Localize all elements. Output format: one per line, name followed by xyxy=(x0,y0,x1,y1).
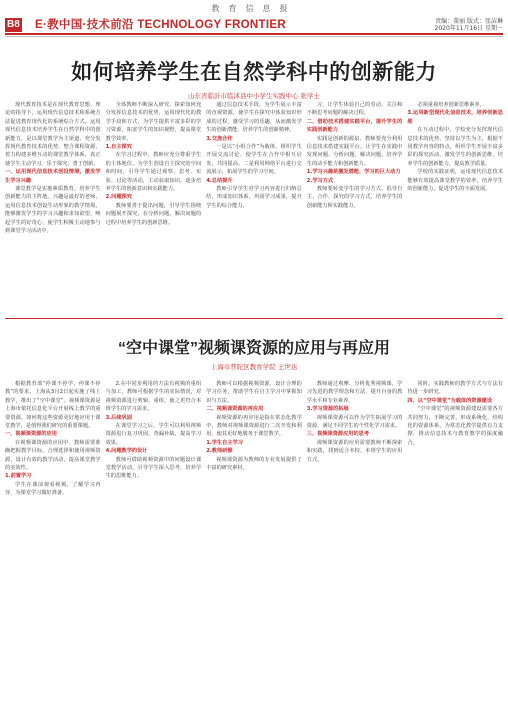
paragraph: 课堂教学是实施素质教育、培养学生创新能力的主阵地。兴趣是最好的老师，运用信息技术创设生动形象的教学情境，能够激发学生的学习兴趣和求知欲望，唤起学生的好奇心，使学生积极主动地参与到课堂学习活动中。 xyxy=(5,186,101,235)
article1-column xyxy=(407,101,503,307)
page-number-badge: B8 xyxy=(7,19,20,30)
paragraph: 全体教师不断深入研究、探索如何充分发挥信息技术的优势，运用现代化的教学手段和方式，为学生提供丰富多彩的学习资源，拓宽学生的知识视野，提高课堂教学效率。 xyxy=(105,102,202,142)
page-meta xyxy=(391,18,503,32)
paragraph: 教师要转变学生的学习方式，倡导自主、合作、探究的学习方式，培养学生的创新能力和实践能力。 xyxy=(306,186,403,209)
subheading: 二、借助技术搭建实践平台，提升学生的实践创新能力 xyxy=(306,118,403,134)
article1-column xyxy=(307,101,403,307)
paragraph: 必须重视培养创新思维素养。 xyxy=(417,102,485,108)
issue-date: 2020年11月16日 星期一 xyxy=(434,25,503,32)
article1-column xyxy=(106,101,202,307)
subheading: 1.学生自主学习 xyxy=(206,439,243,446)
article-1-byline: 山东省临沂市临沭县中小学生实践中心 张学士 xyxy=(187,92,321,100)
article-2-title: “空中课堂”视频课资源的应用与再应用 xyxy=(117,340,390,357)
paragraph: 通过信息技术手段，为学生展示丰富的直观资源，使学生在探究中体验知识形成的过程，感受学习的乐趣，从而激发学生的创新潜能，培养学生的创新精神。 xyxy=(206,102,302,134)
paragraph: 一是以“小组合作”为载体，组织学生开展交流讨论，使学生在合作中相互启发，共同提高。二是利用网络平台进行交流展示，拓展学生的学习空间。 xyxy=(206,144,302,176)
article-2-body xyxy=(5,380,503,718)
article2-column xyxy=(307,380,403,718)
header-divider xyxy=(5,33,503,35)
paragraph: 视频资源的再应用是指在常态化教学中，教师对视频课资源进行二次开发和利用，使其更好地服务于课堂教学。 xyxy=(206,414,302,438)
paragraph: 视频课资源可以作为学生拓展学习的资源，满足不同学生的个性化学习需求。 xyxy=(306,414,403,430)
subheading: 4.总结提升 xyxy=(206,177,233,184)
paragraph: 教师可借助视频资源中的问题设计课堂教学活动，引导学生深入思考，培养学生的思维能力。 xyxy=(105,456,202,480)
paragraph: 习，让学生体验自己的劳动，关注和不断思考问题的解决过程。 xyxy=(306,102,403,117)
paragraph: 教师引导学生对学习内容进行归纳总结，形成知识体系，巩固学习成果，提升学生的综合能力。 xyxy=(206,186,302,209)
paragraph: 视频课资源为教师的专业发展提供了丰富的研究素材。 xyxy=(206,456,302,472)
subheading: 3.学习资源的拓展 xyxy=(306,406,349,413)
section-title: E·教中国·技术前沿 TECHNOLOGY FRONTIER xyxy=(35,19,286,31)
subheading: 1.学习兴趣是激发潜能、学习的巨大动力 xyxy=(306,169,401,176)
subheading: 一、视频课资源的应用 xyxy=(5,431,57,438)
paragraph: 2.在中同步利用的方法有视频的重组与加工，教师可根据学生的实际情况，对视频资源进行剪辑、重组，使之更符合本班学生的学习需求。 xyxy=(105,381,202,413)
paragraph: 根据教育部“停课不停学、停课不停教”的要求，上海从3月2日起实施了线上教学，推出了“空中课堂”。视频课资源是上海市依托信息化平台开展线上教学的重要资源，如何将这些资源更好地应用于课堂教学，是值得我们研究的重要课题。 xyxy=(5,381,101,430)
paragraph: 在互动过程中，学校充分发挥现代信息技术的优势，坚持以学生为主，根据不同教学内容的特点，组织学生开展丰富多彩的探究活动，激发学生的创新思维，培养学生的创新能力，提高教学质量。 xyxy=(407,127,503,167)
article2-column xyxy=(407,380,503,718)
masthead xyxy=(0,0,508,20)
article2-column xyxy=(206,380,302,718)
subheading: 2.教师研修 xyxy=(206,448,233,455)
subheading: 1.自主探究 xyxy=(105,144,132,151)
paragraph: 实践是创新的源泉。教师要充分利用信息技术搭建实践平台，让学生在实践中发现问题、分析问题、解决问题，培养学生的动手能力和创新能力。 xyxy=(306,135,403,167)
subheading: 四、以“空中课堂”为载体的资源建设 xyxy=(407,397,493,404)
article-2-byline: 上海市普陀区教育学院 王世达 xyxy=(210,363,298,371)
subheading: 二、视频课资源的再应用 xyxy=(206,406,264,413)
paragraph: 视频课资源的应用需要教师不断探索和实践，找到适合本校、本班学生的应用方式。 xyxy=(306,439,403,463)
subheading: 4.问题教学的设计 xyxy=(105,448,148,455)
article-1-title: 如何培养学生在自然学科中的创新能力 xyxy=(71,61,437,84)
subheading: 3.交流合作 xyxy=(206,135,233,142)
paragraph: 在视频课资源的应用中，教师需要准确把握教学目标，合理选择和使用视频资源，设计有效的教学活动，提高课堂教学的实效性。 xyxy=(5,439,101,472)
article2-column xyxy=(5,380,101,718)
subheading: 3.运用新型现代化信息技术，培养创新思维 xyxy=(407,110,503,125)
section-header xyxy=(5,18,503,32)
paragraph: 同时，实践教师的教学方式与方法有待进一步研究。 xyxy=(407,381,503,396)
subheading: 2.问题探究 xyxy=(105,194,132,201)
paper-name: 教育信息报 xyxy=(211,4,297,13)
subheading: 3.后续巩固 xyxy=(105,414,132,421)
article1-column xyxy=(206,101,302,307)
paragraph: 教师通过观摩、分析优秀视频课，学习先进的教学理念和方法，提升自身的教学水平和专业素养。 xyxy=(306,381,403,404)
editor-credit: 责编：董丽 版式：张洁琳 xyxy=(435,18,503,25)
subheading: 三、视频课资源应用的思考 xyxy=(306,431,370,438)
subheading: 2.学习方式 xyxy=(306,177,334,184)
paragraph: 现代教育技术是在现代教育思想、理论的指导下，运用现代信息技术和系统方法促进教育现代化的系统综合方式。运用现代信息技术培养学生在自然学科中的创新能力，是以课堂教学为主渠道，充分发挥现代教育技术的优势，整合课程资源，着力构建多维互动的课堂教学体系，真正使学生主动学习、乐于探究、勇于创新。 xyxy=(5,102,101,167)
paragraph: 在课堂学习之后，学生可以利用视频资源进行复习巩固，查漏补缺，提高学习效果。 xyxy=(105,423,202,446)
paragraph: 教师可以根据视频资源，设计合理的学习任务，帮助学生在自主学习中掌握知识与方法。 xyxy=(206,381,302,404)
paragraph: 学校的实践证明，运用现代信息技术能够有效提高课堂教学的效率，培养学生的创新能力，促进学生的全面发展。 xyxy=(407,169,503,193)
article1-column xyxy=(5,101,101,307)
paragraph: “空中课堂”的视频资源建设需要各方共同努力，不断完善，形成系统化、结构化的资源体系，为常态化教学提供有力支撑，推动信息技术与教育教学的深度融合。 xyxy=(407,406,503,446)
header-subdivider xyxy=(5,36,503,37)
paragraph: 教师要善于提出问题，引导学生围绕问题展开探究，在分析问题、解决问题的过程中培养学生的创新思维。 xyxy=(105,202,202,226)
subheading: 1.前置学习 xyxy=(5,473,32,480)
article2-column xyxy=(106,380,202,718)
paragraph: 学生在课前观看视频，了解学习内容，为课堂学习做好准备。 xyxy=(5,481,101,497)
article-divider xyxy=(5,318,503,319)
article-1-body xyxy=(5,101,503,307)
paragraph: 在学习过程中，教师应充分尊重学生的主体地位，为学生创设自主探究的空间和时间，引导学生通过观察、思考、实验、讨论等活动，主动获取知识，逐步培养学生的创新意识和实践能力。 xyxy=(105,152,202,193)
subheading: 一、运用现代信息技术创设情境，激发学生学习兴趣 xyxy=(5,169,101,184)
